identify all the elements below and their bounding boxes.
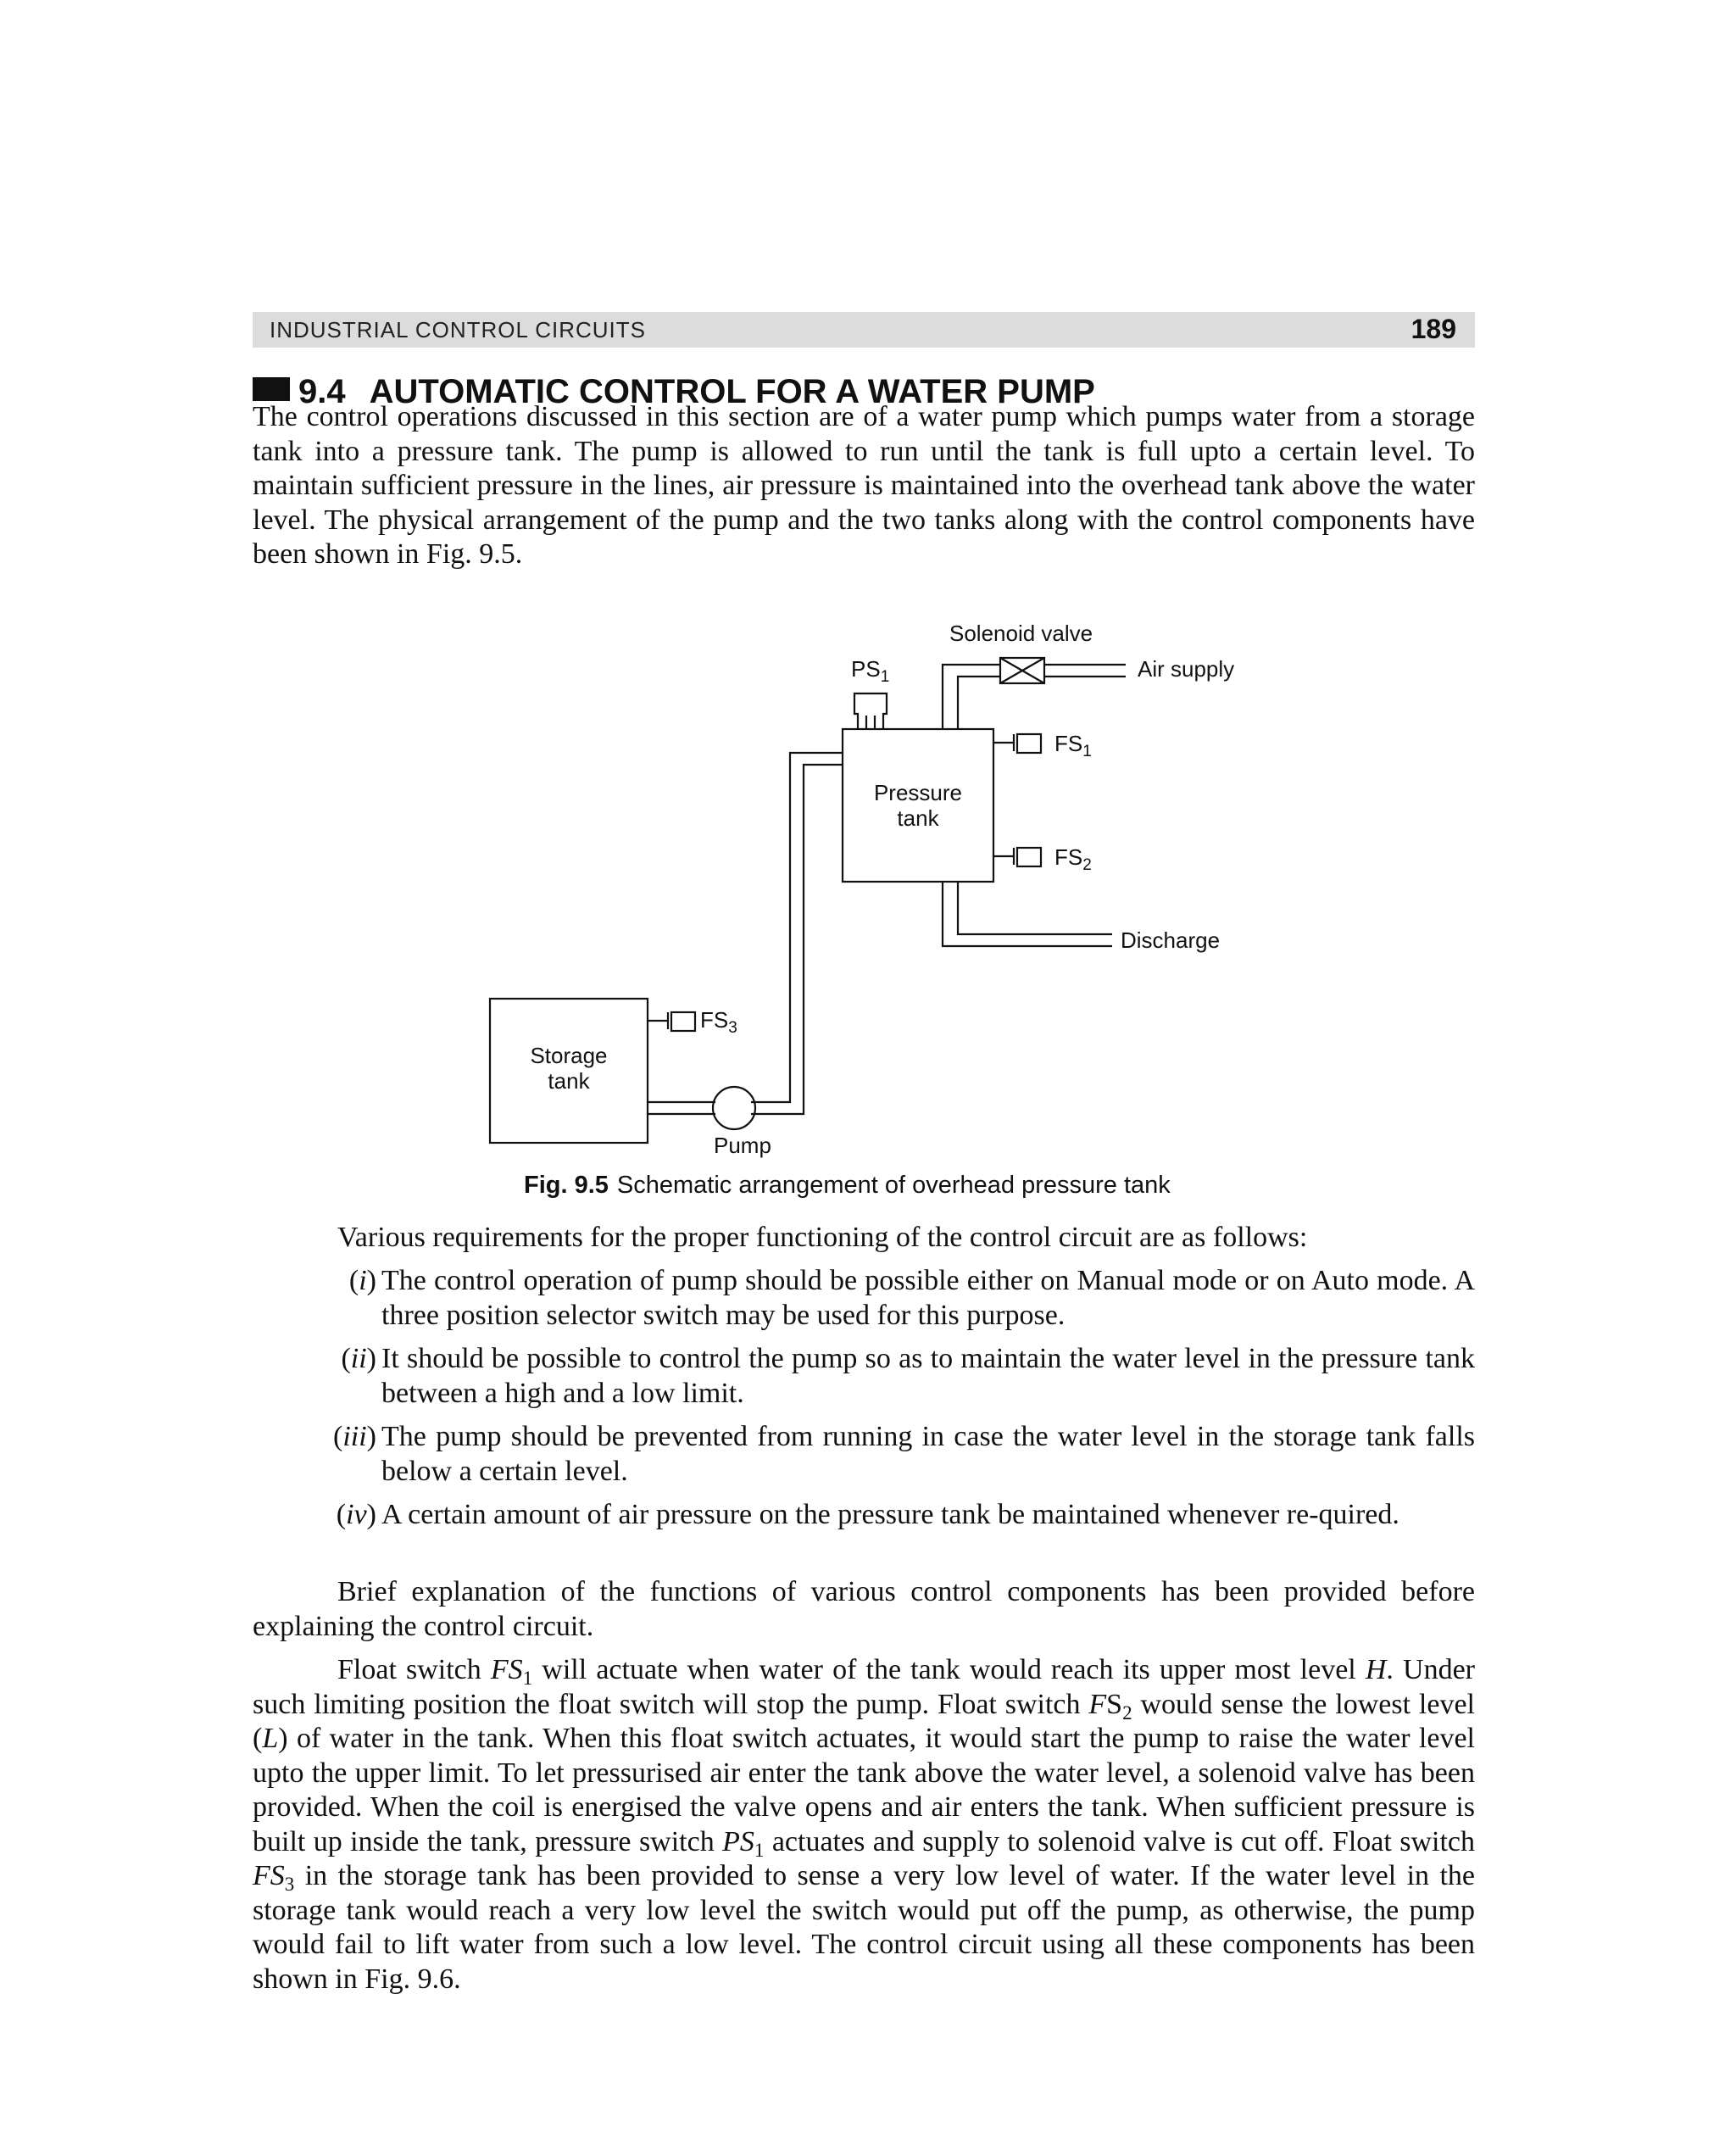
requirements-intro: Various requirements for the proper functioning of the control circuit are as follows: — [337, 1222, 1308, 1253]
list-item-text: The control operation of pump should be possible either on Manual mode or on Auto mode. A three position selector switch may be used for this purpose. — [381, 1265, 1475, 1331]
schematic-drawing — [475, 610, 1238, 1204]
label-ps1: $PS_1$ — [851, 656, 890, 686]
label-air-supply: Air supply — [1138, 656, 1235, 682]
section-number: 9.4 — [298, 373, 346, 410]
list-item-text: A certain amount of air pressure on the pressure tank be maintained whenever re-quired. — [381, 1499, 1399, 1530]
list-item-number: (iv) — [336, 1499, 376, 1530]
list-item-text: It should be possible to control the pump so as to maintain the water level in the pressure tank between a high and a low limit. — [381, 1343, 1475, 1409]
intro-paragraph: The control operations discussed in this section are of a water pump which pumps water from a storage tank into a pressure tank. The pump is allowed to run until the tank is full upto a certain level. To maintain sufficient pressure in the lines, air pressure is maintained into the overhead tank above the water level. The physical arrangement of the pump and the two tanks along with the control components have been shown in Fig. 9.5. — [253, 401, 1475, 570]
running-head-title: INDUSTRIAL CONTROL CIRCUITS — [270, 317, 646, 343]
pressure-switch-ps1-shape — [854, 693, 887, 729]
list-item-text: The pump should be prevented from running in case the water level in the storage tank falls below a certain level. — [381, 1421, 1475, 1487]
label-fs3: $FS_3$ — [700, 1007, 737, 1037]
caption-label: Fig. 9.5 — [524, 1172, 609, 1199]
riser-pipe — [751, 753, 843, 1114]
running-header — [253, 312, 1475, 348]
figure-schematic — [475, 610, 1238, 1204]
list-item-number: (iii) — [333, 1421, 376, 1452]
label-pump: Pump — [714, 1133, 771, 1158]
float-switch-fs1-shape — [993, 734, 1014, 751]
figure-caption — [524, 1172, 1171, 1200]
float-switch-paragraph: Float switch $FS_1$ will actuate when water of the tank would reach its upper most level H. Under such limiting position the float switch will stop the pump. Float switch $FS_2$ would sense the lowest level (L) of water in the tank. When this float switch actuates, it would start the pump to raise the water level upto the upper limit. To let pressurised air enter the tank above the water level, a solenoid valve has been provided. When the coil is energised the valve opens and air enters the tank. When sufficient pressure is built up inside the tank, pressure switch $PS_1$ actuates and supply to solenoid valve is cut off. Float switch $FS_3$ in the storage tank has been provided to sense a very low level of water. If the water level in the storage tank would reach a very low level the switch would put off the pump, as otherwise, the pump would fail to lift water from such a low level. The control circuit using all these components has been shown in Fig. 9.6. — [253, 1654, 1476, 1995]
list-item — [253, 1263, 1475, 1333]
section-title: AUTOMATIC CONTROL FOR A WATER PUMP — [369, 373, 1095, 410]
label-discharge: Discharge — [1121, 927, 1221, 953]
list-item — [253, 1419, 1475, 1489]
air-supply-line — [1044, 665, 1126, 677]
pump-shape — [713, 1087, 755, 1129]
label-solenoid-valve: Solenoid valve — [949, 621, 1093, 646]
list-item — [253, 1497, 1475, 1532]
float-switch-fs3-shape — [648, 1012, 668, 1029]
heading-square-marker — [253, 377, 290, 401]
label-pressure-tank: Pressure tank — [873, 780, 963, 831]
page-number: 189 — [1410, 314, 1456, 344]
air-line — [943, 665, 1000, 729]
discharge-line — [943, 882, 1112, 946]
list-item-number: (i) — [348, 1265, 376, 1296]
label-storage-tank: Storage tank — [530, 1043, 608, 1094]
list-item-number: (ii) — [341, 1343, 376, 1374]
suction-pipe — [648, 1102, 715, 1114]
label-fs2: $FS_2$ — [1054, 844, 1092, 874]
brief-paragraph: Brief explanation of the functions of various control components has been provided before explaining the control circuit. — [253, 1576, 1475, 1642]
float-switch-fs2-shape — [993, 848, 1014, 865]
label-fs1: $FS_1$ — [1054, 731, 1092, 760]
list-item — [253, 1341, 1475, 1411]
caption-text: Schematic arrangement of overhead pressure tank — [616, 1172, 1171, 1199]
